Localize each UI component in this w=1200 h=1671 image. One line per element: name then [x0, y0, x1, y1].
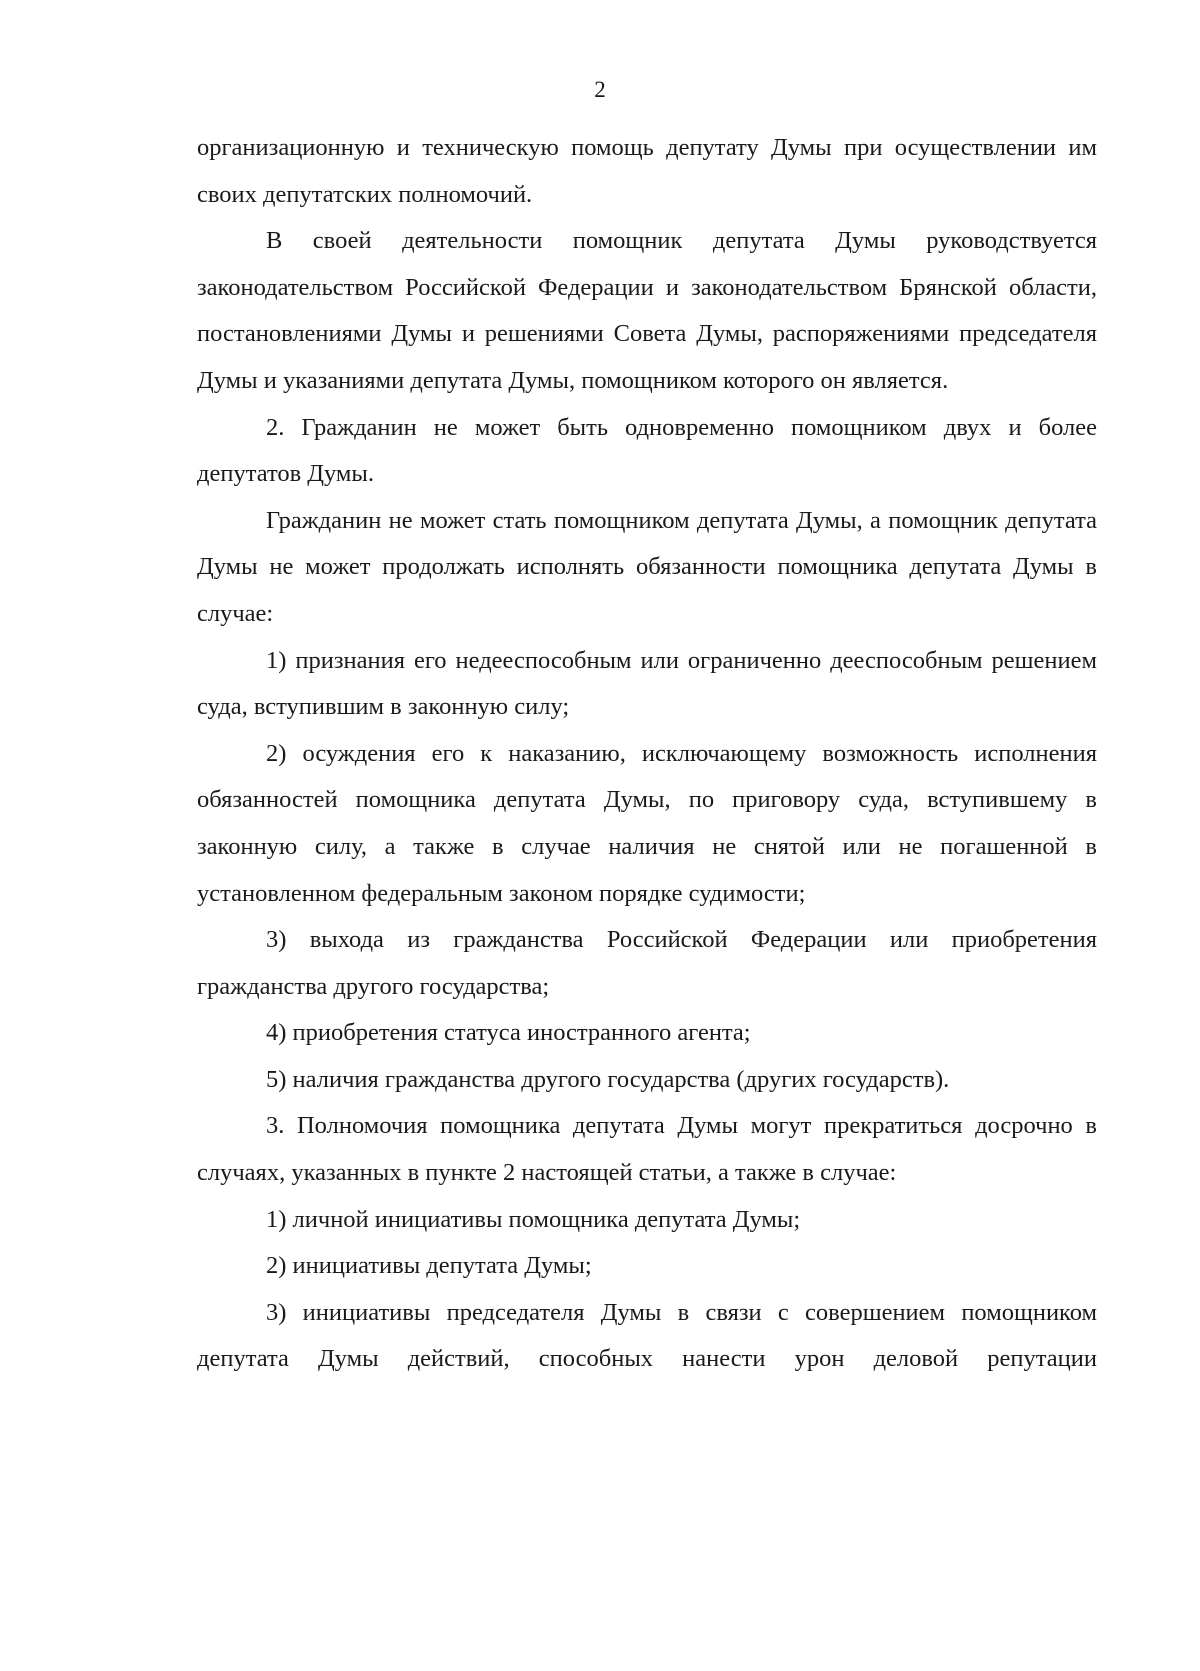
paragraph-continuation: организационную и техническую помощь депутату Думы при осуществлении им своих депутатских полномочий. [197, 134, 1097, 208]
paragraph-restrictions: Гражданин не может стать помощником депутата Думы, а помощник депутата Думы не может продолжать исполнять обязанности помощника депутата Думы в случае: [197, 506, 1097, 627]
termination-item-1: 1) личной инициативы помощника депутата Думы; [266, 1205, 801, 1233]
list-item-1: 1) признания его недееспособным или ограниченно дееспособным решением суда, вступившим в законную силу; [197, 646, 1097, 721]
paragraph-guidance: В своей деятельности помощник депутата Думы руководствуется законодательством Российской Федерации и законодательством Брянской области, постановлениями Думы и решениями Совета Думы, распоряжениями председателя Думы и указаниями депутата Думы, помощником которого он является. [197, 227, 1097, 394]
termination-item-2: 2) инициативы депутата Думы; [266, 1252, 592, 1280]
list-item-5: 5) наличия гражданства другого государства (других государств). [266, 1065, 950, 1093]
list-item-2: 2) осуждения его к наказанию, исключающему возможность исполнения обязанностей помощника депутата Думы, по приговору суда, вступившему в законную силу, а также в случае наличия не снятой или не погашенной в установленном федеральным законом порядке судимости; [197, 739, 1097, 907]
paragraph-clause-3: 3. Полномочия помощника депутата Думы могут прекратиться досрочно в случаях, указанных в пункте 2 настоящей статьи, а также в случае: [197, 1112, 1097, 1187]
page-number: 2 [594, 77, 606, 102]
list-item-4: 4) приобретения статуса иностранного агента; [266, 1019, 751, 1047]
paragraph-clause-2: 2. Гражданин не может быть одновременно помощником двух и более депутатов Думы. [197, 413, 1097, 488]
termination-item-3: 3) инициативы председателя Думы в связи с совершением помощником депутата Думы действий, способных нанести урон деловой репутации [197, 1298, 1097, 1373]
document-body [197, 125, 1097, 1383]
list-item-3: 3) выхода из гражданства Российской Федерации или приобретения гражданства другого государства; [197, 926, 1097, 1000]
